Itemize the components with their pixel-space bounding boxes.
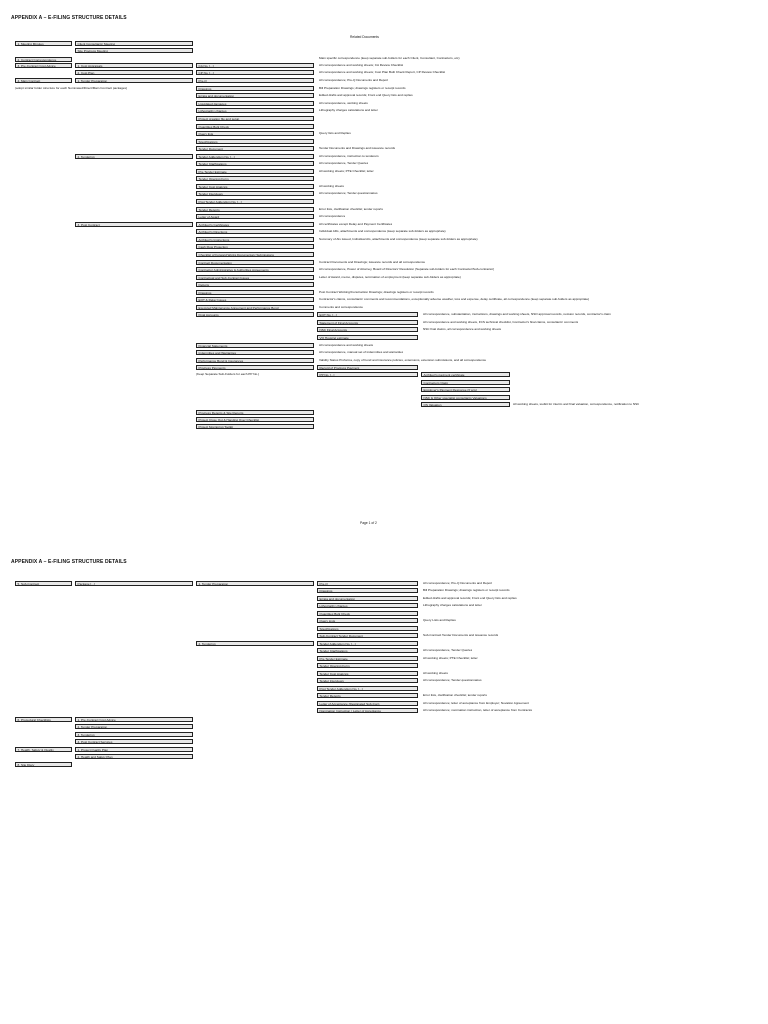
folder-box: Query lists [196, 131, 314, 136]
folder-note: (adopt similar folder structure for each Nominated/Direct/Main Contract packages) [15, 86, 128, 90]
folder-box: Record of Progress Payment [317, 365, 418, 370]
folder-box: Package [...] [75, 581, 193, 586]
related-document-text: Letter of Award, memo, disputes, termination of employment (keep separate sub-folders as appropriate) [319, 275, 461, 279]
folder-box: Architect's Directions [196, 229, 314, 234]
folder-box: Final Accounts [196, 312, 314, 317]
folder-box: CA No. [...] [196, 63, 314, 68]
folder-box: Checklist of Forward Works Documentary Submissions [196, 252, 314, 257]
folder-box: Quantities Bulk Check [196, 124, 314, 129]
folder-box: EOT No. [...] [317, 312, 418, 317]
folder-box: Letter of Acceptance (Designated Sub-Con) [317, 701, 418, 706]
folder-box: Project creation file and setup [196, 116, 314, 121]
related-document-text: All correspondence, manual set of indemnities and warranties [319, 350, 404, 354]
related-document-text: Lithography charges calculations and letter [319, 108, 378, 112]
related-document-text: All correspondence, working sheets [319, 101, 368, 105]
folder-box: Errata and documentation [317, 596, 418, 601]
folder-box: Tender Clarifications [196, 161, 314, 166]
folder-box: Specifications [196, 139, 314, 144]
folder-box: Architect's payment certificate [421, 372, 510, 377]
folder-box: VO Housing estimate [317, 335, 418, 340]
folder-box: 7. Health, Safety & Quality [15, 747, 72, 752]
folder-box: Architect's Certificates [196, 222, 314, 227]
related-document-text: Edited drafts and approval records; Front end Query lists and replies [423, 596, 517, 600]
folder-box: Pre-Tender Estimate [317, 656, 418, 661]
folder-box: 4. Post Contract Services [75, 739, 193, 744]
folder-box: Pre-Q [196, 78, 314, 83]
folder-box: 1. Project Quality Plan [75, 747, 193, 752]
related-document-text: All correspondence [319, 214, 346, 218]
folder-box: NSC & Other specialist consultants Valuations [421, 395, 510, 400]
folder-box: Cash Flow Projection [196, 244, 314, 249]
related-document-text: All correspondence; Tender questionnaires [423, 678, 482, 682]
related-document-text: All correspondence and working sheets; Cost Plan Built Check Report, CP Review Checklist [319, 70, 446, 74]
folder-box: Performance Bond & Insurances [196, 358, 314, 363]
folder-box: Contractual and Sub-Contract Issues [196, 275, 314, 280]
folder-box: Liquidated damages [196, 101, 314, 106]
related-document-text: Bill Preparation Drawings; drawings registers or receipt records [423, 588, 510, 592]
folder-box: Statement of Final Accounts [317, 320, 418, 325]
related-document-text: All working sheets [423, 671, 448, 675]
related-document-text: Contractor's claims, consultants' comments and recommendations, exceptionally adverse weather, loss and expense, delay certificate, all correspondence (keep separate sub-folders as appropriate) [319, 297, 590, 301]
folder-box: Tender Addendum No. [...] [196, 154, 314, 159]
related-document-text: Lithography charges calculations and letter [423, 603, 482, 607]
folder-box: 4. Main Contract [15, 78, 72, 83]
folder-box: Tender Cost Analysis [196, 184, 314, 189]
folder-box: Lithography charges [196, 108, 314, 113]
folder-box: Tender Cost Analysis [317, 671, 418, 676]
folder-box: 1. Cost Appraisals [75, 63, 193, 68]
folder-box: 2. Health and Safety Plan [75, 754, 193, 759]
folder-box: Progress Payments [196, 365, 314, 370]
folder-box: Sub-Contract Tender Document [317, 633, 418, 638]
page-title: APPENDIX A – E-FILING STRUCTURE DETAILS [11, 559, 127, 565]
related-document-text: All correspondence; Tender questionnaires [319, 191, 378, 195]
folder-box: Specifications [317, 626, 418, 631]
folder-box: 3. Tendering [75, 732, 193, 737]
folder-box: Project Close Out & Handing Over Checklist [196, 417, 314, 422]
folder-box: 2. Contract Correspondence [15, 57, 72, 62]
folder-box: 1. Tender Preparation [75, 78, 193, 83]
folder-box: 3. Pre-Contract Cost Advice [15, 63, 72, 68]
folder-box: 1. Pre-Contract Cost Advice [75, 717, 193, 722]
related-document-text: Summary of AIs issued, Individual AIs, attachments and correspondence (keep separate sub-folders as appropriate) [319, 237, 478, 241]
folder-box: Lithography charges [317, 603, 418, 608]
related-document-text: Sub-Contract Tender Documents and issuance records [423, 633, 499, 637]
folder-box: 6. Procedural Checklists [15, 717, 72, 722]
related-document-text: All working sheets; PTE Checklist; letter [319, 169, 374, 173]
folder-box: 8. Site Diary [15, 762, 72, 767]
folder-box: EOT & Delay Issues [196, 297, 314, 302]
page-number: Page 1 of 2 [360, 521, 377, 525]
related-document-text: Bill Preparation Drawings; drawings registers or receipt records [319, 86, 406, 90]
related-document-text: All correspondence, Power of Attorney, Board of Directors' Resolution (Separate sub-folders for each Contractor/Sub-contractor) [319, 267, 495, 271]
folder-box: Site Progress Meeting [75, 48, 193, 53]
folder-box: Indemnities and Warranties [196, 350, 314, 355]
related-document-text: Individual ADs, attachments and correspondence (keep separate sub-folders as appropriate) [319, 229, 446, 233]
related-document-text: NSC final claims, all correspondence and working sheets [423, 327, 502, 331]
folder-box: 2. Tender Preparation [75, 724, 193, 729]
folder-box: Pre-Q [317, 581, 418, 586]
folder-note: (Keep Separate Sub-Folders for each PP No.) [196, 372, 260, 376]
folder-box: 2. Tendering [75, 154, 193, 159]
folder-box: 3. Post Contract [75, 222, 193, 227]
related-document-text: Comments and correspondence [319, 305, 364, 309]
folder-box: PP No. [...] [317, 372, 418, 377]
folder-box: Architect's Instructions [196, 237, 314, 242]
folder-box: Quantities Bulk Check [317, 611, 418, 616]
related-document-text: Main specific correspondence (keep separate sub-folders for each Client, Consultant, Contractors, etc) [319, 56, 460, 60]
folder-box: Tender Clarifications [317, 648, 418, 653]
folder-box: Project Monitoring Toolkit [196, 424, 314, 429]
page-title: APPENDIX A – E-FILING STRUCTURE DETAILS [11, 15, 127, 21]
folder-box: Tender Reports [196, 207, 314, 212]
related-document-text: All working sheets, toolkit for interim and final valuation, correspondence, notification to NSC [513, 402, 640, 406]
folder-box: Post Tender Addendum No. [...] [196, 199, 314, 204]
related-document-text: All correspondence and working sheets [319, 343, 374, 347]
related-document-text: Post Contract Working/Construction Drawings; drawings registers or receipt records [319, 290, 434, 294]
folder-box: Tender Interviews [317, 678, 418, 683]
related-document-text: Edited drafts and approval records; Front end Query lists and replies [319, 93, 413, 97]
related-document-text: Error lists, clarification checklist; tender reports [319, 207, 383, 211]
related-document-text: All correspondence, Tender Queries [319, 161, 369, 165]
folder-box: Client Consultants' Meeting [75, 41, 193, 46]
page-2 [0, 540, 768, 1024]
related-document-text: All correspondence; Pre-Q Documents and Report [423, 581, 493, 585]
related-document-text: Error lists, clarification checklist; tender reports [423, 693, 487, 697]
folder-box: Tender Reports [317, 693, 418, 698]
related-document-text: All correspondence and working sheets; CA Review Checklist [319, 63, 404, 67]
related-document-text: Contract Documents and Drawings; issuance records and all correspondence [319, 260, 426, 264]
folder-box: Drawings [196, 290, 314, 295]
folder-box: Financial Statements [196, 343, 314, 348]
folder-box: Contractor Administrative & Authorities Agreements [196, 267, 314, 272]
related-document-text: All correspondence; letter of acceptance from Employer; Novation Agreement [423, 701, 529, 705]
related-document-text: Query Lists and Replies [423, 618, 456, 622]
related-documents-heading: Related Documents [350, 35, 379, 39]
folder-box: 5. Sub-Contract [15, 581, 72, 586]
folder-box: 1. Tender Preparation [196, 581, 314, 586]
folder-box: Letter of Award [196, 214, 314, 219]
related-document-text: Query lists and Replies [319, 131, 351, 135]
folder-box: Executed Maintenance Agreement and Performance Bond [196, 305, 314, 310]
folder-box: NSC Final Accounts [317, 327, 418, 332]
folder-box: Contractors Claim [421, 380, 510, 385]
related-document-text: All working sheets [319, 184, 344, 188]
related-document-text: All correspondence, substantiation, instructions, drawings and working sheets, NSO approval records, revision records, contractor's claim [423, 312, 611, 316]
folder-box: Tender Interviews [196, 191, 314, 196]
related-document-text: All working sheets; PTE Checklist; letter [423, 656, 478, 660]
folder-box: Pre-Tender Estimate [196, 169, 314, 174]
folder-box: 2. Cost Plan [75, 70, 193, 75]
related-document-text: All correspondence, Tender Queries [423, 648, 473, 652]
related-document-text: All correspondence; nomination instruction, letter of acceptance from Contractor [423, 708, 533, 712]
folder-box: Errata and documentation [196, 93, 314, 98]
related-document-text: All correspondence and working sheets, FCS technical checklist, Contractor's final claims, consultants' comments [423, 320, 579, 324]
folder-box: Employer's Payment Response (If any) [421, 387, 510, 392]
related-document-text: All correspondence, instruction to tenderers [319, 154, 379, 158]
folder-box: Progress Reports & Site Reports [196, 410, 314, 415]
folder-box: QS Valuation [421, 402, 510, 407]
folder-box: Nomination Instruction / Letter of Acceptance [317, 708, 418, 713]
related-document-text: Validity Status Proforma, copy of bond and insurance policies, extensions, extension submissions, and all correspondence [319, 358, 487, 362]
folder-box: 2. Tendering [196, 641, 314, 646]
related-document-text: Tender Documents and Drawings and issuance records [319, 146, 396, 150]
folder-box: Contract Documentation [196, 260, 314, 265]
folder-box: CP No. [...] [196, 70, 314, 75]
folder-box: Post Tender Addendum No. [...] [317, 686, 418, 691]
related-document-text: All correspondence; Pre-Q Documents and Report [319, 78, 389, 82]
folder-box: Drawings [317, 588, 418, 593]
folder-box: 1. Meeting Minutes [15, 41, 72, 46]
folder-box: Tender Opening Form [317, 663, 418, 668]
folder-box: Tender Document [196, 146, 314, 151]
folder-box: Query Lists [317, 618, 418, 623]
folder-box: Defects [196, 282, 314, 287]
folder-box: Drawings [196, 86, 314, 91]
related-document-text: All certificates except Delay and Payment Certificates [319, 222, 393, 226]
folder-box: Tender Addendum No. [...] [317, 641, 418, 646]
folder-box: Tender Opening Form [196, 176, 314, 181]
